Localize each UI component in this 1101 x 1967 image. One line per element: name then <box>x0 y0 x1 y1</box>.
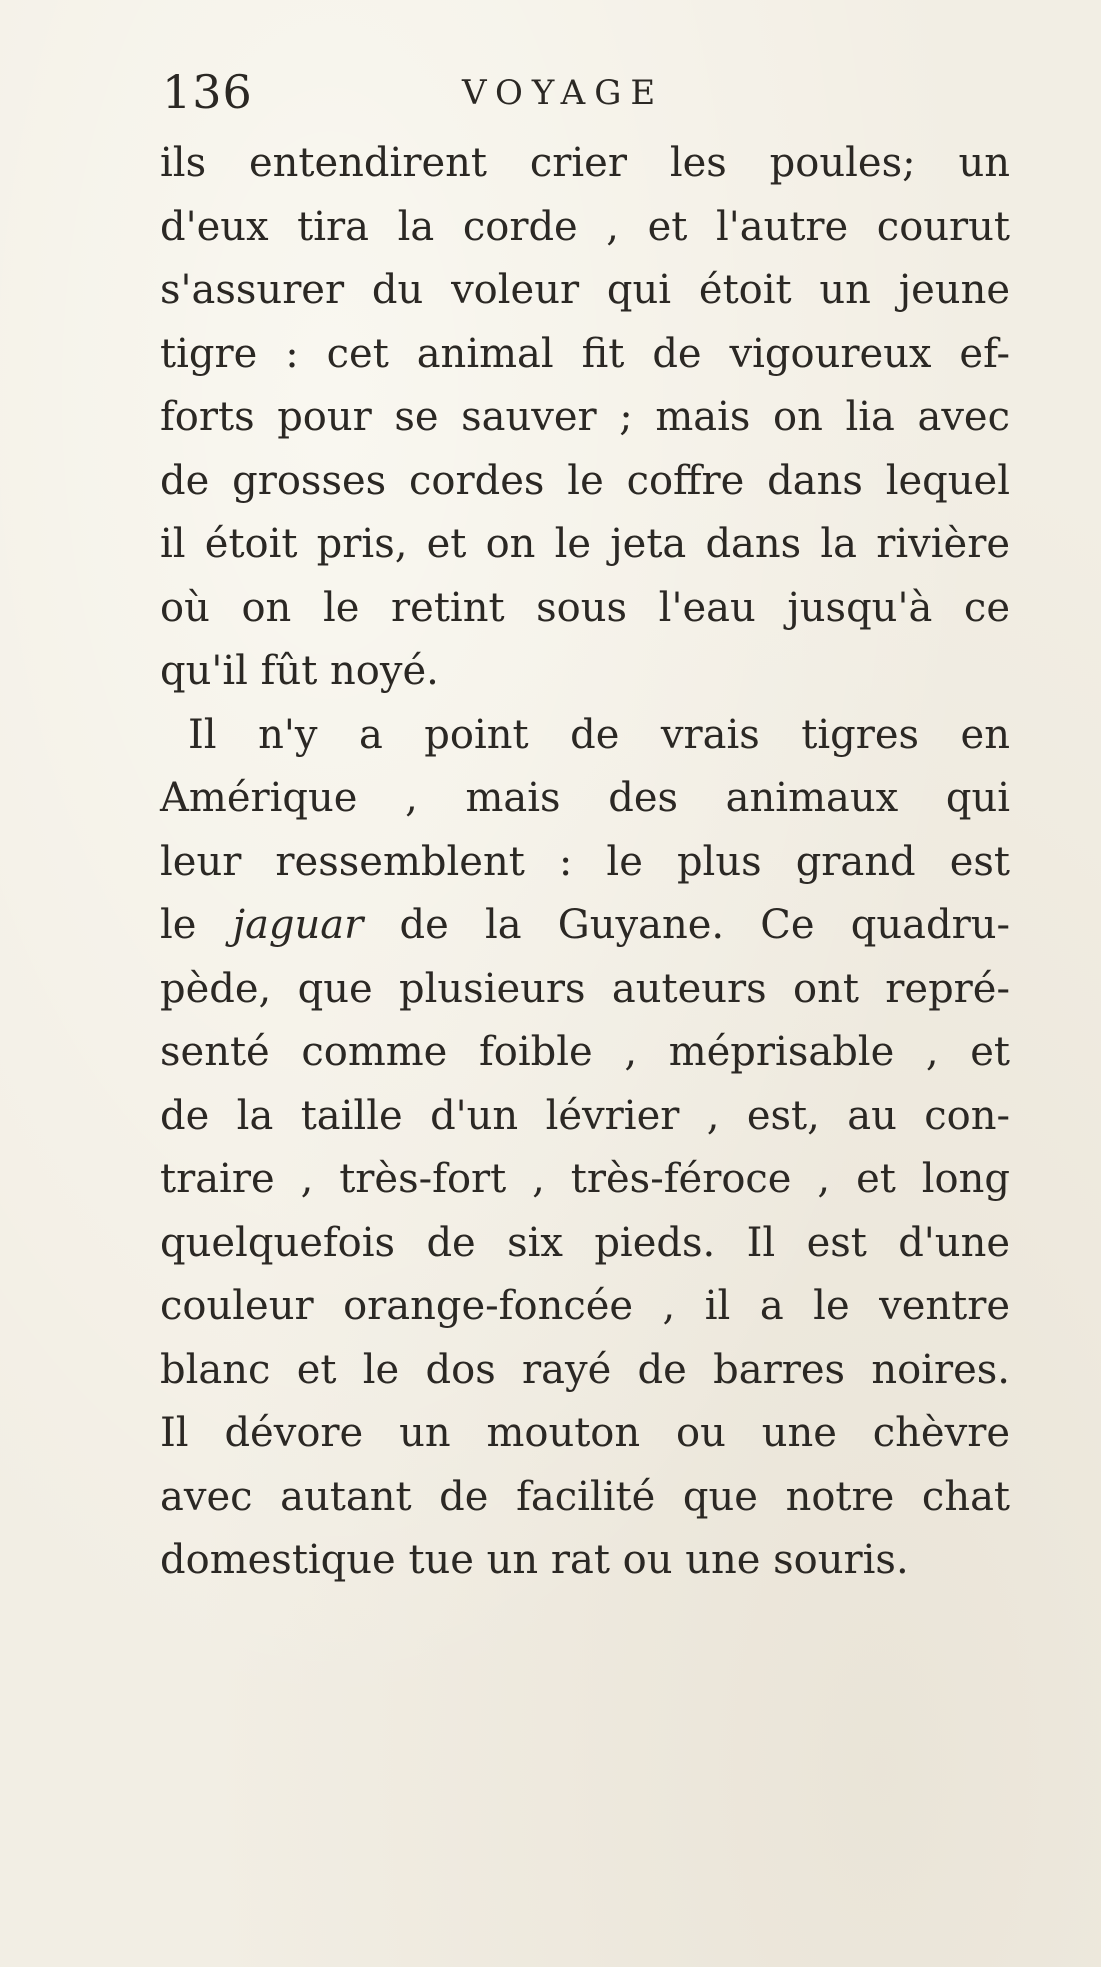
text-line: s'assurer du voleur qui étoit un jeune <box>160 267 1010 313</box>
text-line: qu'il fût noyé. <box>160 648 439 694</box>
text-line: où on le retint sous l'eau jusqu'à ce <box>160 584 1010 631</box>
text-line: de grosses cordes le coffre dans lequel <box>160 457 1010 504</box>
text-line-mixed <box>160 894 1010 958</box>
text-line: couleur orange-foncée , il a le ventre <box>160 1283 1010 1329</box>
text-line: senté comme foible , méprisable , et <box>160 1029 1010 1075</box>
text-line: tigre : cet animal fit de vigoureux ef- <box>160 330 1010 377</box>
page-header <box>162 62 992 122</box>
text-line: blanc et le dos rayé de barres noires. <box>160 1346 1010 1393</box>
text-line: de la taille d'un lévrier , est, au con- <box>160 1092 1010 1139</box>
text-line: avec autant de facilité que notre chat <box>160 1473 1010 1520</box>
italic-term-jaguar: jaguar <box>232 902 364 948</box>
text-line: d'eux tira la corde , et l'autre courut <box>160 203 1010 250</box>
text-line: traire , très-fort , très-féroce , et long <box>160 1156 1010 1202</box>
text-line: Amérique , mais des animaux qui <box>160 775 1010 821</box>
text-line: ils entendirent crier les poules; un <box>160 140 1010 186</box>
page-number: 136 <box>162 65 253 119</box>
text-fragment: de la Guyane. Ce quadru- <box>399 902 1010 948</box>
text-line: il étoit pris, et on le jeta dans la rivière <box>160 521 1010 567</box>
text-fragment: le <box>160 902 197 948</box>
text-line: Il n'y a point de vrais tigres en <box>188 711 1010 758</box>
running-title: VOYAGE <box>462 73 665 113</box>
text-line: leur ressemblent : le plus grand est <box>160 838 1010 885</box>
text-line: domestique tue un rat ou une souris. <box>160 1537 909 1583</box>
text-line: forts pour se sauver ; mais on lia avec <box>160 394 1010 440</box>
text-line: quelquefois de six pieds. Il est d'une <box>160 1219 1010 1266</box>
body-text <box>160 132 1010 1593</box>
text-line: pède, que plusieurs auteurs ont repré- <box>160 965 1010 1012</box>
text-line: Il dévore un mouton ou une chèvre <box>160 1410 1010 1456</box>
